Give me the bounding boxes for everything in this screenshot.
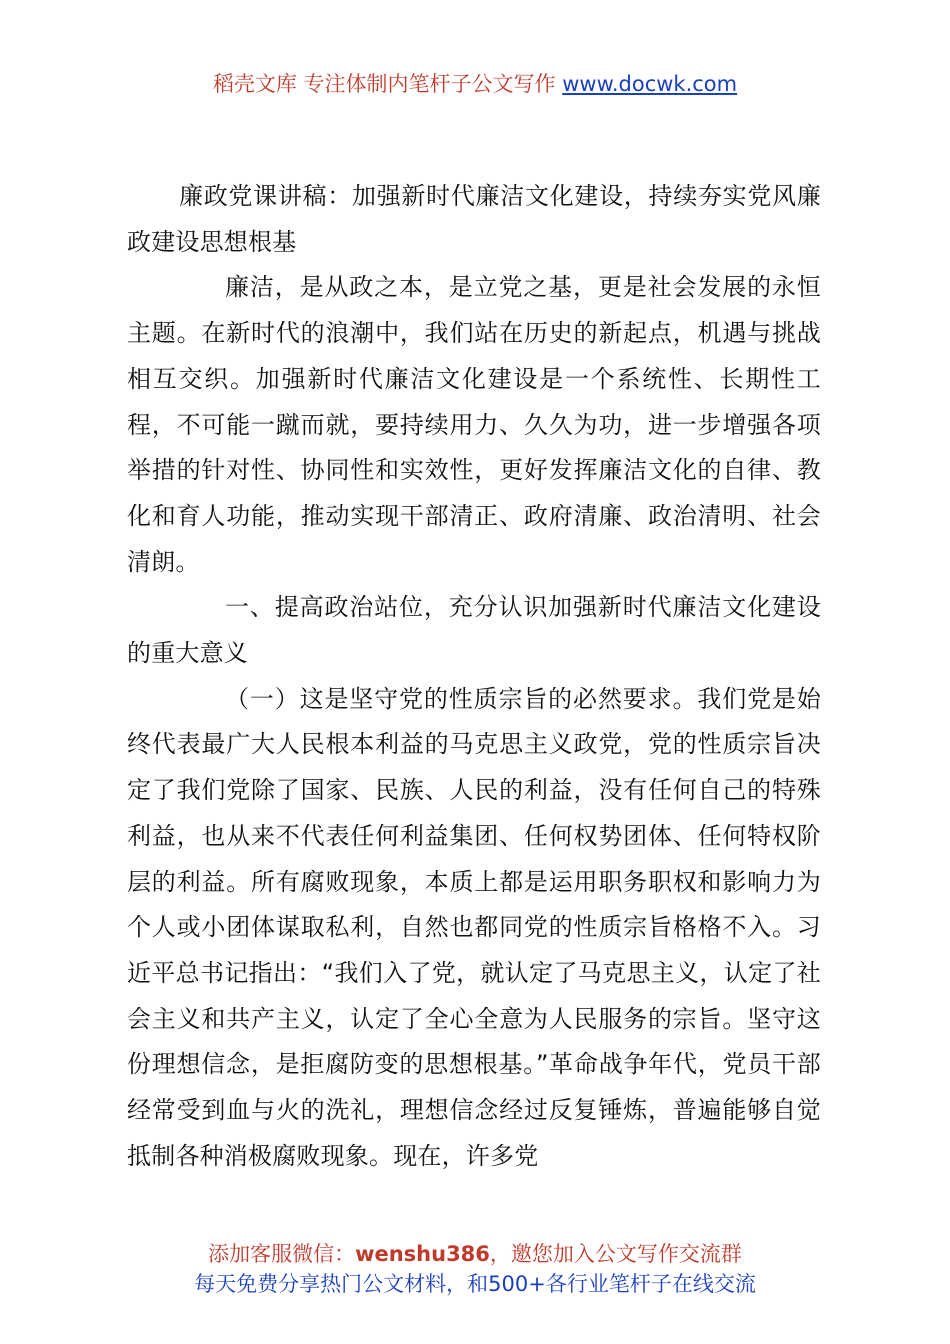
footer-promo-line: 每天免费分享热门公文材料，和500+各行业笔杆子在线交流 xyxy=(194,1272,756,1296)
wechat-id: wenshu386 xyxy=(355,1242,490,1266)
document-title: 廉政党课讲稿：加强新时代廉洁文化建设，持续夯实党风廉政建设思想根基 xyxy=(127,182,821,256)
section-heading-1: 一、提高政治站位，充分认识加强新时代廉洁文化建设的重大意义 xyxy=(127,593,821,668)
footer-contact-suffix: ，邀您加入公文写作交流群 xyxy=(489,1242,742,1266)
footer-contact-line xyxy=(0,1239,950,1269)
site-name: 稻壳文库 专注体制内笔杆子公文写作 xyxy=(212,72,556,96)
paragraph-intro: 廉洁，是从政之本，是立党之基，更是社会发展的永恒主题。在新时代的浪潮中，我们站在历史的新起点，机遇与挑战相互交织。加强新时代廉洁文化建设是一个系统性、长期性工程，不可能一蹴而就，要持续用力、久久为功，进一步增强各项举措的针对性、协同性和实效性，更好发挥廉洁文化的自律、教化和育人功能，推动实现干部清正、政府清廉、政治清明、社会清朗。 xyxy=(127,273,821,576)
paragraph-subsection-1: （一）这是坚守党的性质宗旨的必然要求。我们党是始终代表最广大人民根本利益的马克思主义政党，党的性质宗旨决定了我们党除了国家、民族、人民的利益，没有任何自己的特殊利益，也从来不代表任何利益集团、任何权势团体、任何特权阶层的利益。所有腐败现象，本质上都是运用职务职权和影响力为个人或小团体谋取私利，自然也都同党的性质宗旨格格不入。习近平总书记指出：“我们入了党，就认定了马克思主义，认定了社会主义和共产主义，认定了全心全意为人民服务的宗旨。坚守这份理想信念，是拒腐防变的思想根基。”革命战争年代，党员干部经常受到血与火的洗礼，理想信念经过反复锤炼，普遍能够自觉抵制各种消极腐败现象。现在，许多党 xyxy=(127,684,821,1170)
footer-contact-prefix: 添加客服微信： xyxy=(208,1242,356,1266)
document-body xyxy=(127,174,821,1179)
site-url-link[interactable]: www.docwk.com xyxy=(562,72,738,96)
page-footer xyxy=(0,1239,950,1299)
page-header xyxy=(0,68,950,100)
